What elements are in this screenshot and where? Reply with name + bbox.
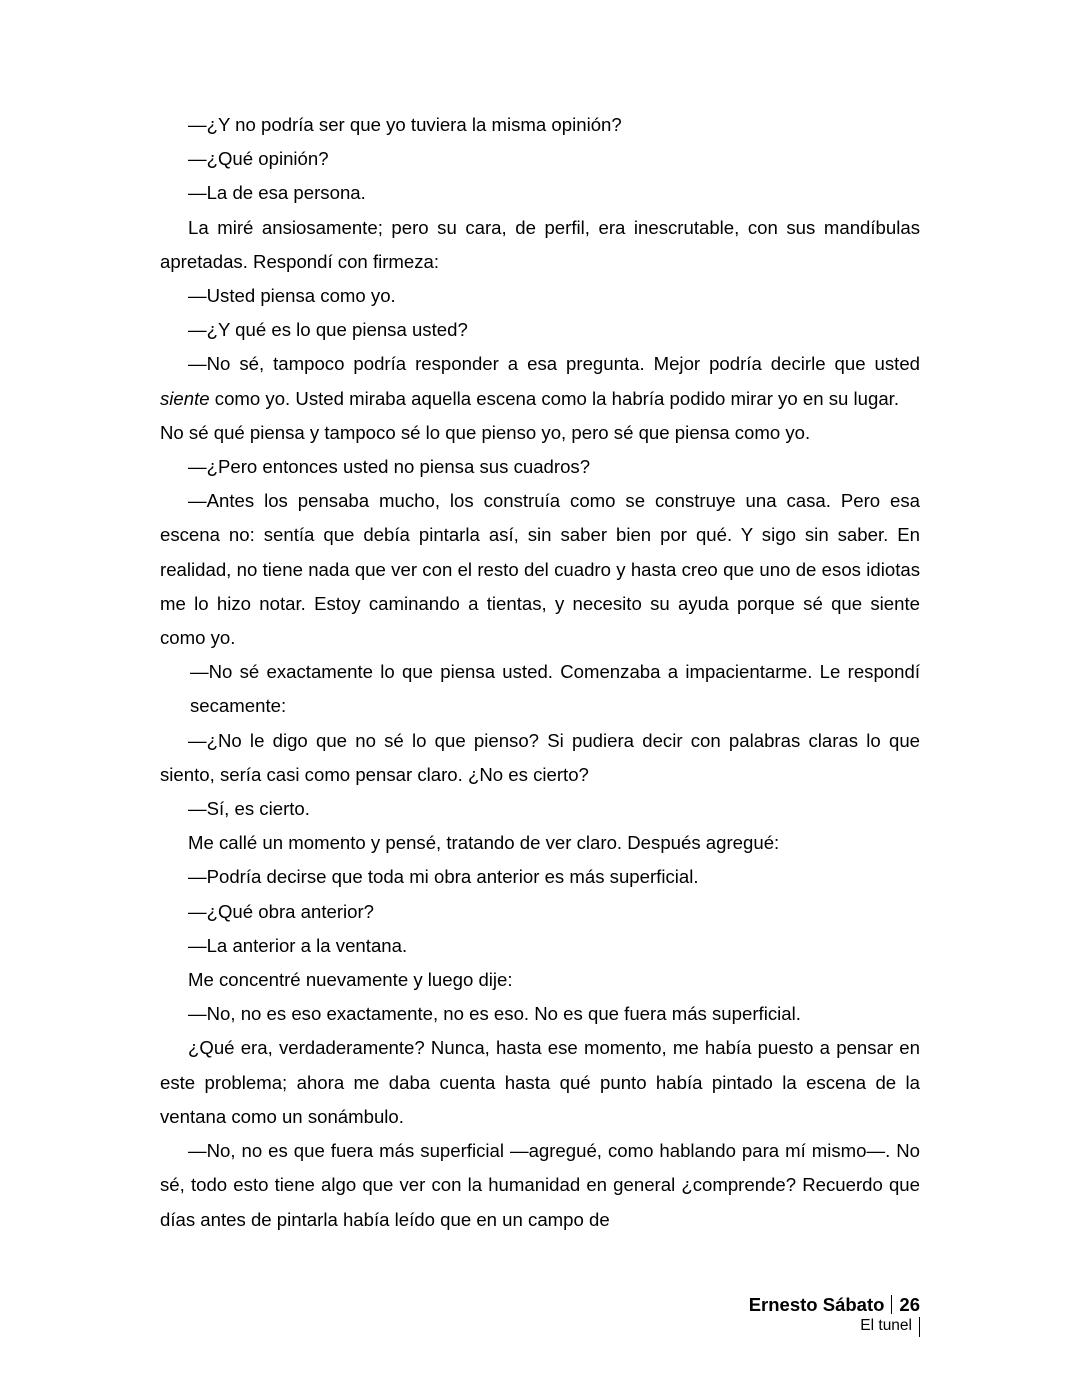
footer-author: Ernesto Sábato xyxy=(748,1293,885,1315)
paragraph: —La de esa persona. xyxy=(188,182,366,204)
footer-title-line xyxy=(749,1316,920,1335)
paragraph-with-emphasis xyxy=(160,347,920,415)
paragraph: —No sé exactamente lo que piensa usted. Comenzaba a impacientarme. Le respondí secamente: xyxy=(190,661,920,717)
paragraph: Me callé un momento y pensé, tratando de ver claro. Después agregué: xyxy=(188,832,780,854)
page-footer xyxy=(749,1293,920,1336)
paragraph-text-pre: —No sé, tampoco podría responder a esa pregunta. Mejor podría decirle que usted xyxy=(188,353,920,375)
paragraph: —Sí, es cierto. xyxy=(188,798,310,820)
paragraph: Me concentré nuevamente y luego dije: xyxy=(188,969,513,991)
footer-author-and-page xyxy=(749,1293,920,1316)
paragraph: —Podría decirse que toda mi obra anterior es más superficial. xyxy=(188,866,699,888)
paragraph: —¿Y qué es lo que piensa usted? xyxy=(188,319,468,341)
paragraph-text-post: como yo. Usted miraba aquella escena como la habría podido mirar yo en su lugar. xyxy=(209,387,900,409)
paragraph: —¿Qué opinión? xyxy=(188,148,329,170)
paragraph: —La anterior a la ventana. xyxy=(188,934,408,956)
page-number: 26 xyxy=(899,1293,920,1315)
footer-title: El tunel xyxy=(860,1316,912,1334)
emphasis-word: siente xyxy=(160,387,210,409)
paragraph: ¿Qué era, verdaderamente? Nunca, hasta ese momento, me había puesto a pensar en este problema; ahora me daba cuenta hasta qué punto había pintado la escena de la ventana como un sonámbulo. xyxy=(160,1037,920,1127)
paragraph: —Antes los pensaba mucho, los construía como se construye una casa. Pero esa escena no: sentía que debía pintarla así, sin saber bien por qué. Y sigo sin saber. En realidad, no tiene nada que ver con el resto del cuadro y hasta creo que uno de esos idiotas me lo hizo notar. Estoy caminando a tientas, y necesito su ayuda porque sé que siente como yo. xyxy=(160,490,920,649)
paragraph: —¿Y no podría ser que yo tuviera la misma opinión? xyxy=(188,114,622,135)
footer-divider xyxy=(891,1295,892,1314)
paragraph: —No, no es que fuera más superficial —agregué, como hablando para mí mismo—. No sé, todo esto tiene algo que ver con la humanidad en general ¿comprende? Recuerdo que días antes de pintarla había leído que en un campo de xyxy=(160,1140,920,1230)
paragraph: —¿Pero entonces usted no piensa sus cuadros? xyxy=(188,456,591,478)
paragraph: —¿Qué obra anterior? xyxy=(188,900,375,922)
paragraph: —¿No le digo que no sé lo que pienso? Si pudiera decir con palabras claras lo que siento, sería casi como pensar claro. ¿No es cierto? xyxy=(160,729,920,785)
footer-vertical-rule xyxy=(919,1317,920,1337)
paragraph: —Usted piensa como yo. xyxy=(188,285,396,307)
page-body xyxy=(160,108,920,1237)
paragraph: La miré ansiosamente; pero su cara, de perfil, era inescrutable, con sus mandíbulas apretadas. Respondí con firmeza: xyxy=(160,216,920,272)
paragraph: —No, no es eso exactamente, no es eso. No es que fuera más superficial. xyxy=(188,1003,801,1025)
paragraph: No sé qué piensa y tampoco sé lo que pienso yo, pero sé que piensa como yo. xyxy=(160,421,811,443)
